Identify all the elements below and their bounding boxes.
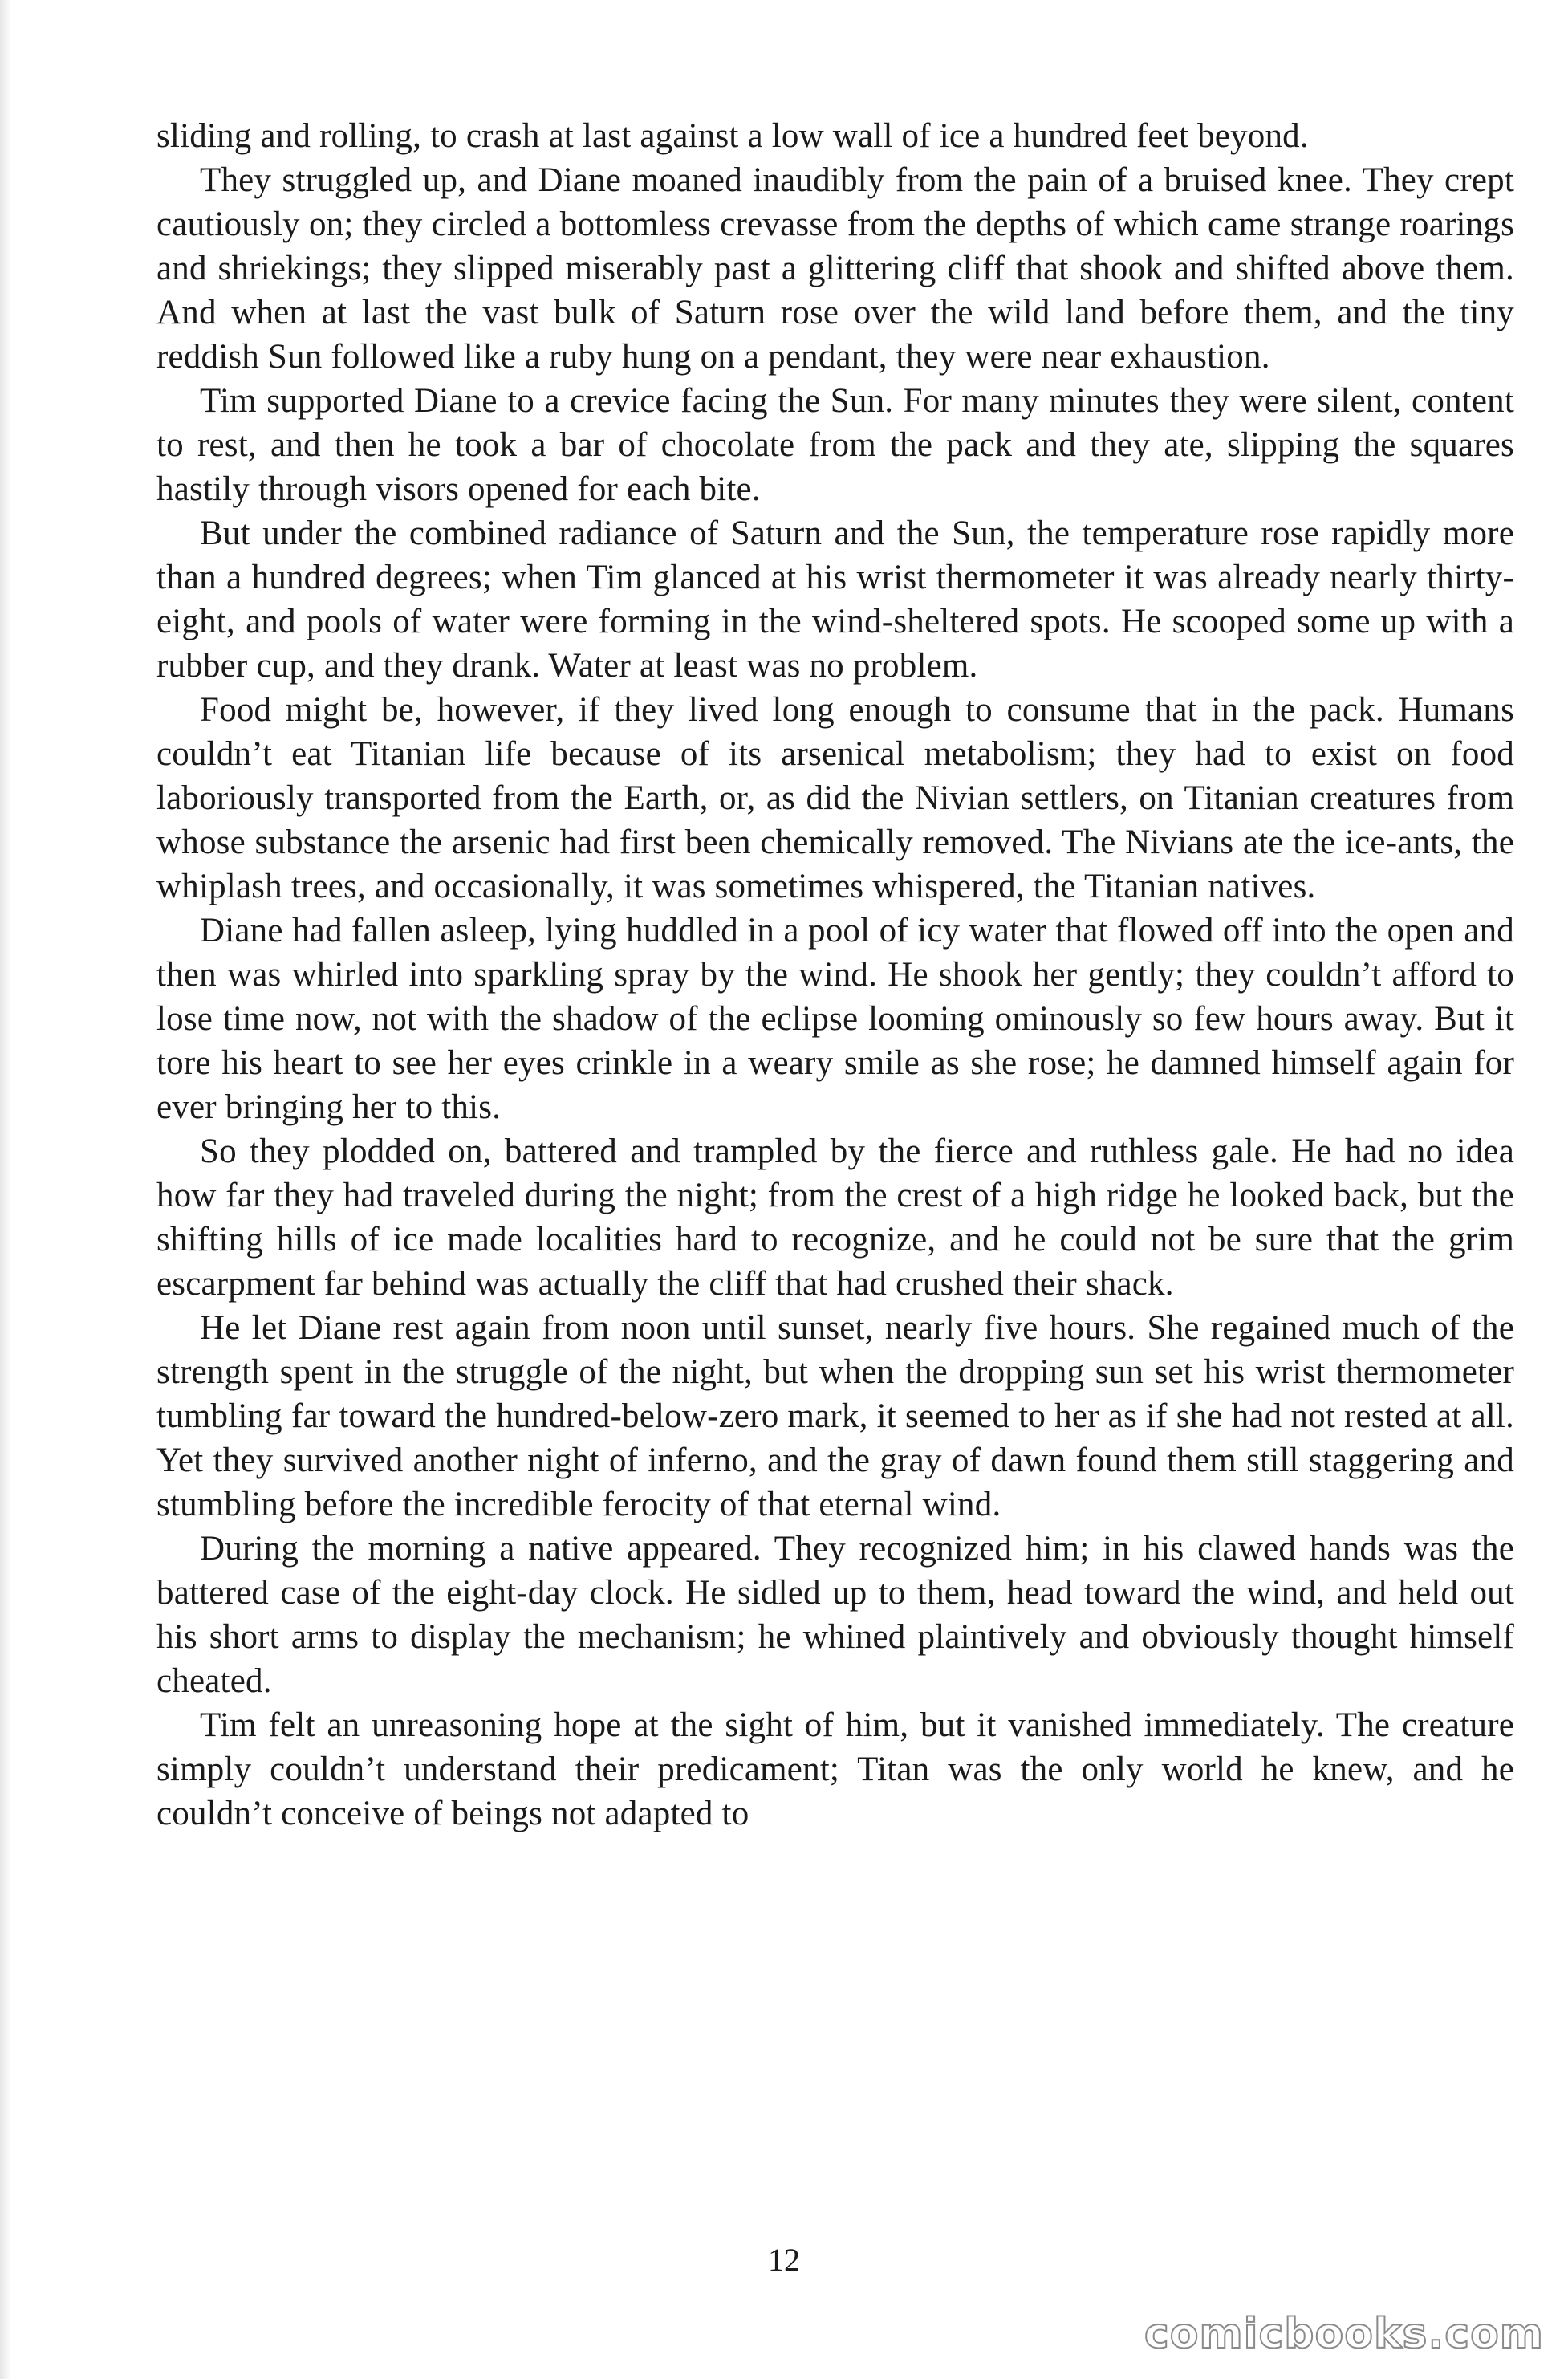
paragraph: He let Diane rest again from noon until sunset, nearly five hours. She regained much of the strength spent in the struggle of the night, but when the dropping sun set his wrist thermometer tumbling far toward the hundred-below-zero mark, it seemed to her as if she had not rested at all. Yet they survived another night of inferno, and the gray of dawn found them still staggering and stumbling before the incredible ferocity of that eternal wind. [156,1309,1514,1523]
paragraph: During the morning a native appeared. They recognized him; in his clawed hands was the battered case of the eight-day clock. He sidled up to them, head toward the wind, and held out his short arms to display the mechanism; he whined plaintively and obviously thought himself cheated. [156,1530,1514,1700]
paragraph-continuation: sliding and rolling, to crash at last against a low wall of ice a hundred feet beyond. [156,117,1309,155]
paragraph: They struggled up, and Diane moaned inaudibly from the pain of a bruised knee. They crept cautiously on; they circled a bottomless crevasse from the depths of which came strange roarings and shriekings; they slipped miserably past a glittering cliff that shook and shifted above them. And when at last the vast bulk of Saturn rose over the wild land before them, and the tiny reddish Sun followed like a ruby hung on a pendant, they were near exhaustion. [156,161,1514,376]
paragraph: Tim felt an unreasoning hope at the sight of him, but it vanished immediately. The creature simply couldn’t understand their predicament; Titan was the only world he knew, and he couldn’t conceive of beings not adapted to [156,1706,1514,1832]
watermark: comicbooks.com [1144,2310,1544,2358]
paragraph: Tim supported Diane to a crevice facing the Sun. For many minutes they were silent, content to rest, and then he took a bar of chocolate from the pack and they ate, slipping the squares hastily through visors opened for each bite. [156,382,1514,508]
page-number: 12 [768,2242,800,2278]
scan-edge [0,0,11,2379]
paragraph: But under the combined radiance of Saturn and the Sun, the temperature rose rapidly more than a hundred degrees; when Tim glanced at his wrist thermometer it was already nearly thirty-eight, and pools of water were forming in the wind-sheltered spots. He scooped some up with a rubber cup, and they drank. Water at least was no problem. [156,514,1514,685]
story-text [156,114,1514,1836]
paragraph: Diane had fallen asleep, lying huddled in a pool of icy water that flowed off into the open and then was whirled into sparkling spray by the wind. He shook her gently; they couldn’t afford to lose time now, not with the shadow of the eclipse looming ominously so few hours away. But it tore his heart to see her eyes crinkle in a weary smile as she rose; he damned himself again for ever bringing her to this. [156,912,1514,1126]
paragraph: Food might be, however, if they lived long enough to consume that in the pack. Humans couldn’t eat Titanian life because of its arsenical metabolism; they had to exist on food laboriously transported from the Earth, or, as did the Nivian settlers, on Titanian creatures from whose substance the arsenic had first been chemically removed. The Nivians ate the ice-ants, the whiplash trees, and occasionally, it was sometimes whispered, the Titanian natives. [156,691,1514,905]
paragraph: So they plodded on, battered and trampled by the fierce and ruthless gale. He had no idea how far they had traveled during the night; from the crest of a high ridge he looked back, but the shifting hills of ice made localities hard to recognize, and he could not be sure that the grim escarpment far behind was actually the cliff that had crushed their shack. [156,1133,1514,1303]
